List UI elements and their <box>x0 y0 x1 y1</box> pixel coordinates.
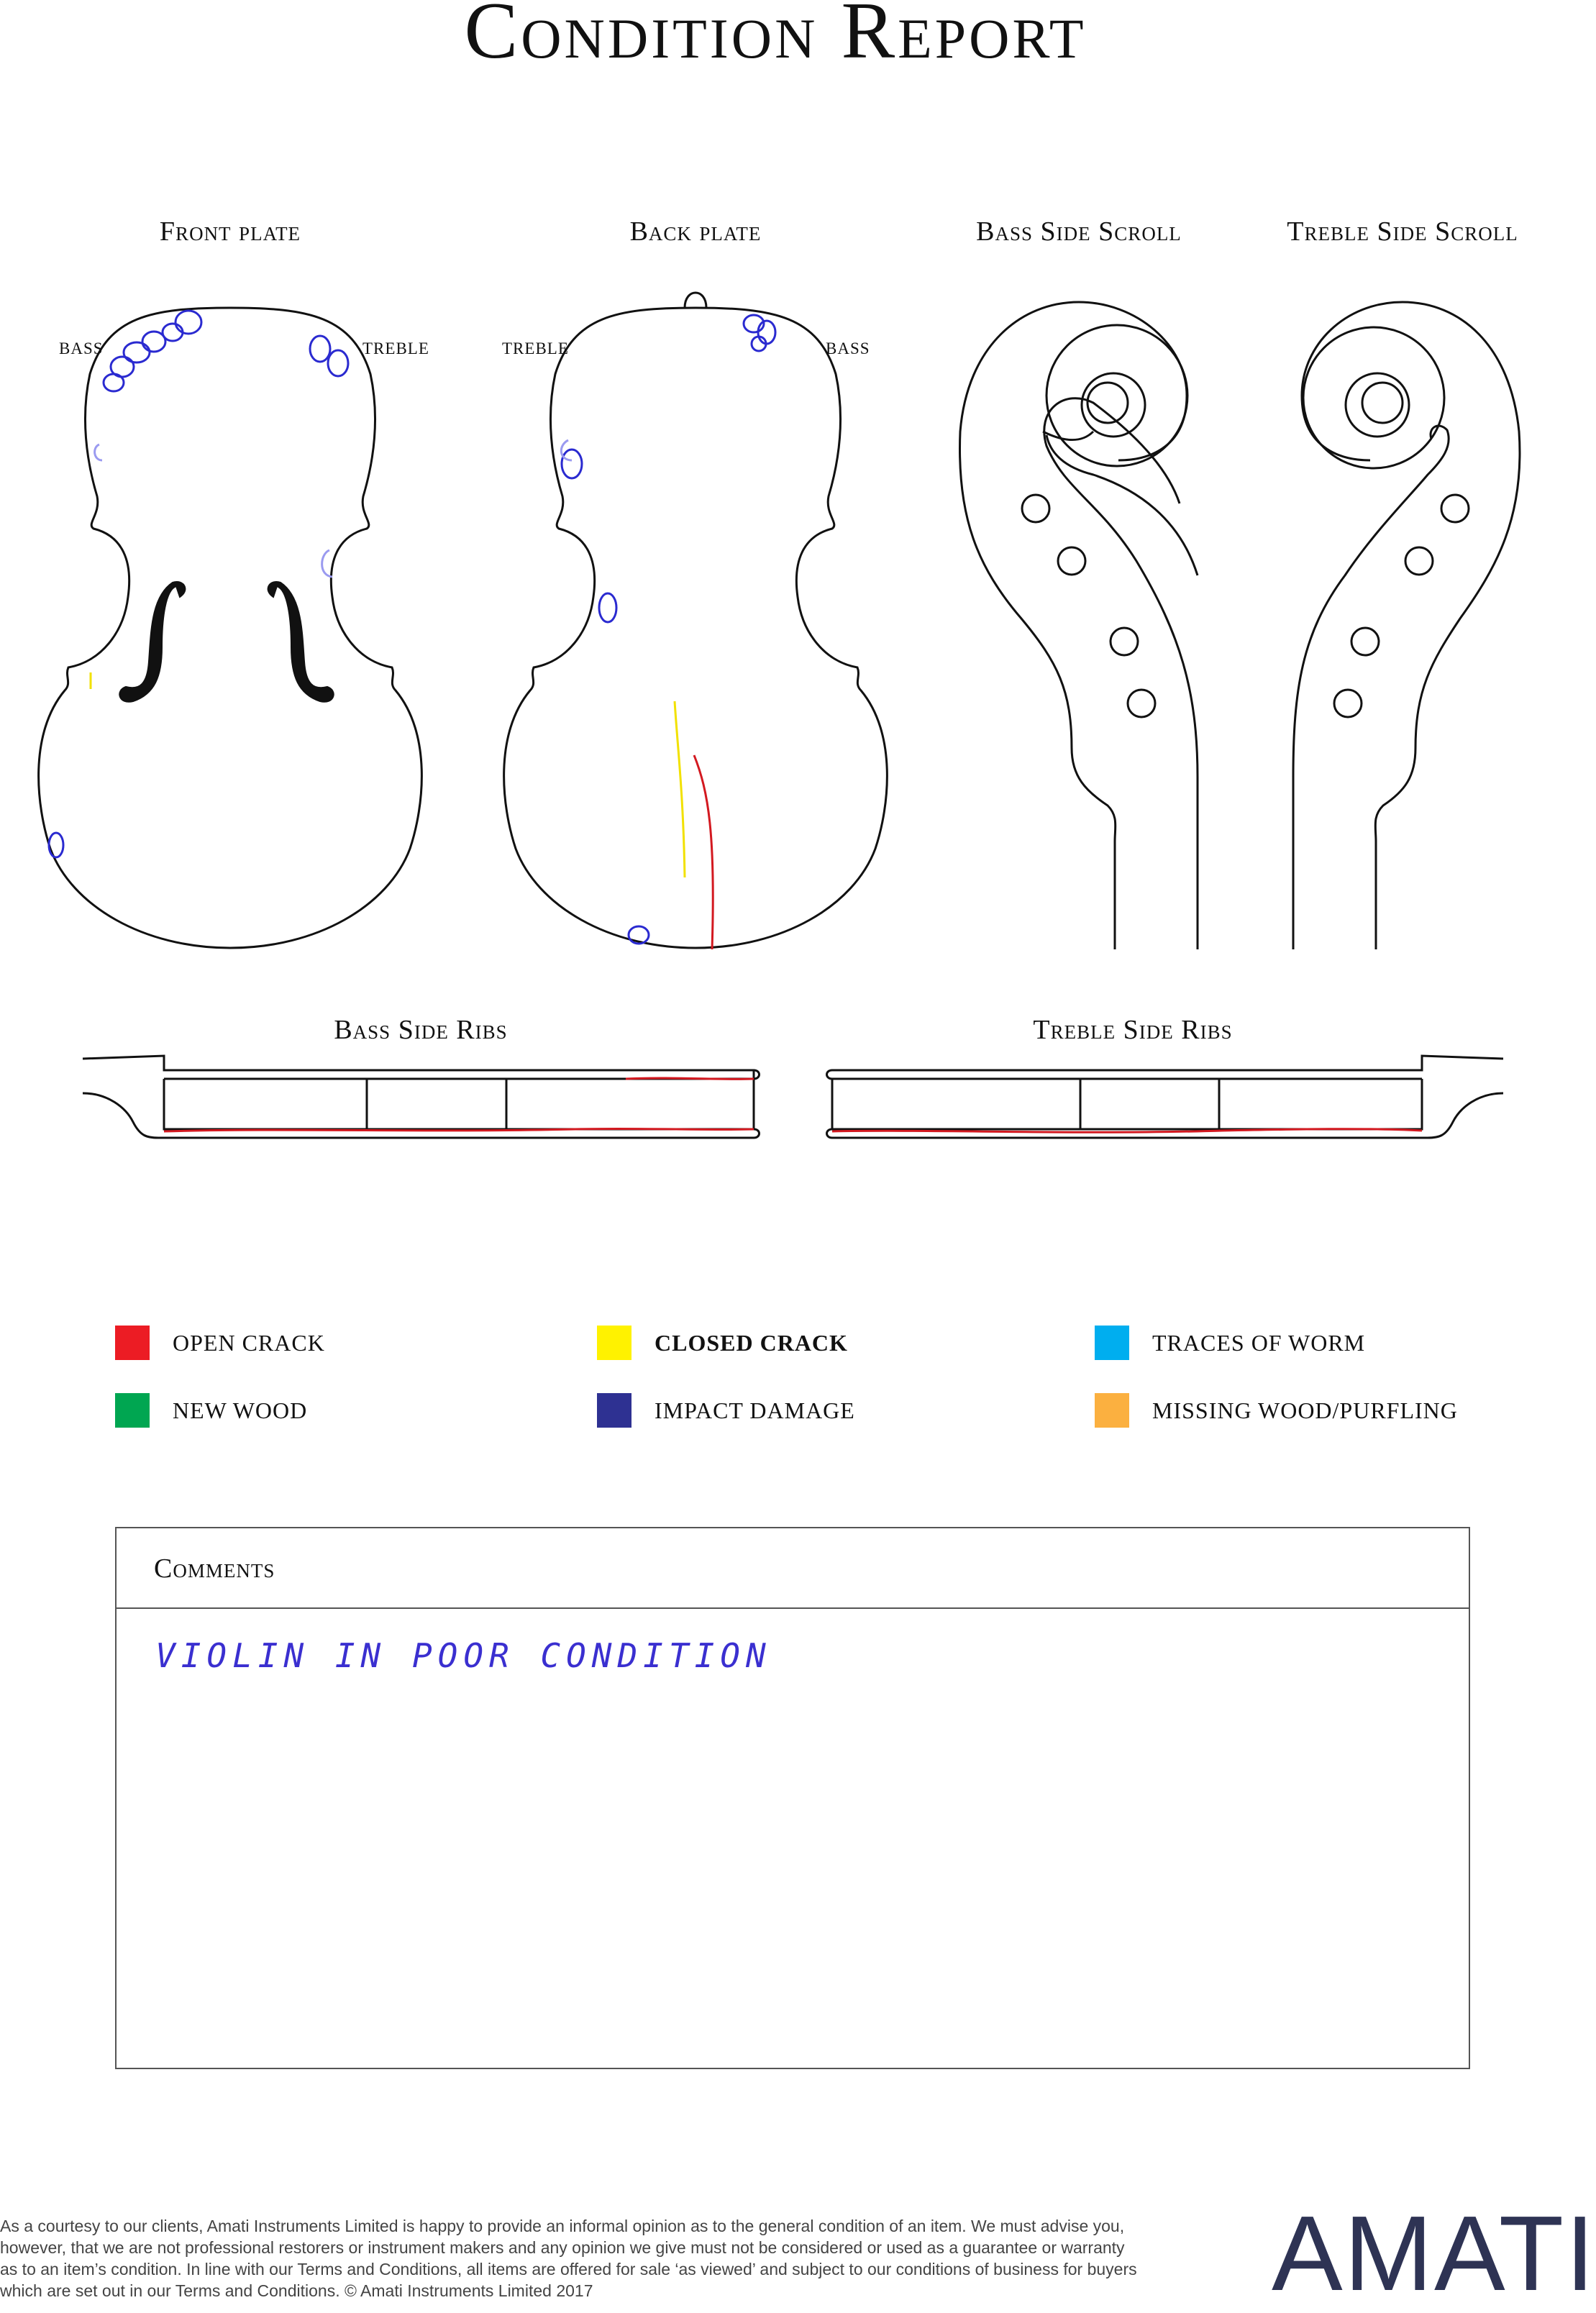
comments-box <box>115 1527 1470 2069</box>
back-treble-label: TREBLE <box>502 339 569 357</box>
bass-ribs-outline <box>83 1056 760 1138</box>
back-plate-outline <box>504 293 888 948</box>
comments-heading: Comments <box>117 1528 1469 1609</box>
legend-label: CLOSED CRACK <box>655 1329 848 1356</box>
front-plate-outline <box>39 308 422 948</box>
bass-side-scroll-title: Bass Side Scroll <box>976 216 1182 247</box>
back-plate-title: Back plate <box>629 216 762 247</box>
treble-scroll-outline <box>1293 302 1520 949</box>
legend-label: OPEN CRACK <box>173 1329 325 1356</box>
front-bass-label: BASS <box>59 339 104 357</box>
impact-damage-swatch <box>597 1393 631 1428</box>
legend-new-wood <box>115 1393 307 1428</box>
front-plate-title: Front plate <box>159 216 301 247</box>
legend-impact-damage <box>597 1393 855 1428</box>
legend-label: MISSING WOOD/PURFLING <box>1152 1397 1458 1423</box>
bass-peg-holes <box>1022 495 1155 717</box>
treble-ribs-outline <box>827 1056 1504 1138</box>
f-hole-icon <box>119 582 333 702</box>
open-crack-swatch <box>115 1326 150 1360</box>
new-wood-swatch <box>115 1393 150 1428</box>
legend-label: IMPACT DAMAGE <box>655 1397 855 1423</box>
back-open-crack <box>694 755 713 949</box>
legend-closed-crack <box>597 1326 848 1360</box>
comments-text: VIOLIN IN POOR CONDITION <box>155 1636 772 1675</box>
bass-ribs-cracks <box>164 1078 754 1131</box>
treble-side-scroll-title: Treble Side Scroll <box>1287 216 1518 247</box>
legend-label: NEW WOOD <box>173 1397 308 1423</box>
bass-scroll-outline <box>959 302 1198 949</box>
amati-logo: AMATI <box>1272 2194 1596 2313</box>
page-title: Condition Report <box>464 0 1087 76</box>
missing-wood-swatch <box>1095 1393 1129 1428</box>
disclaimer-text: As a courtesy to our clients, Amati Instruments Limited is happy to provide an informal opinion as to the general condition of an item. We must advise you, however, that we are not professional restorers or instrument makers and any opinion we give must not be considered or used as a guarantee or warranty as to an item’s condition. In line with our Terms and Conditions, all items are offered for sale ‘as viewed’ and subject to our conditions of business for buyers which are set out in our Terms and Conditions. © Amati Instruments Limited 2017 <box>0 2217 1137 2300</box>
traces-of-worm-swatch <box>1095 1326 1129 1360</box>
back-closed-crack <box>675 701 685 877</box>
bass-side-ribs-title: Bass Side Ribs <box>334 1015 508 1045</box>
legend-label: TRACES OF WORM <box>1152 1329 1366 1356</box>
back-bass-label: BASS <box>826 339 870 357</box>
back-impact-marks <box>561 315 775 944</box>
legend-missing-wood <box>1095 1393 1458 1428</box>
closed-crack-swatch <box>597 1326 631 1360</box>
front-treble-label: TREBLE <box>362 339 429 357</box>
legend-traces-of-worm <box>1095 1326 1365 1360</box>
front-impact-marks <box>49 311 348 857</box>
treble-peg-holes <box>1334 495 1469 717</box>
legend-open-crack <box>115 1326 325 1360</box>
treble-side-ribs-title: Treble Side Ribs <box>1033 1015 1233 1045</box>
